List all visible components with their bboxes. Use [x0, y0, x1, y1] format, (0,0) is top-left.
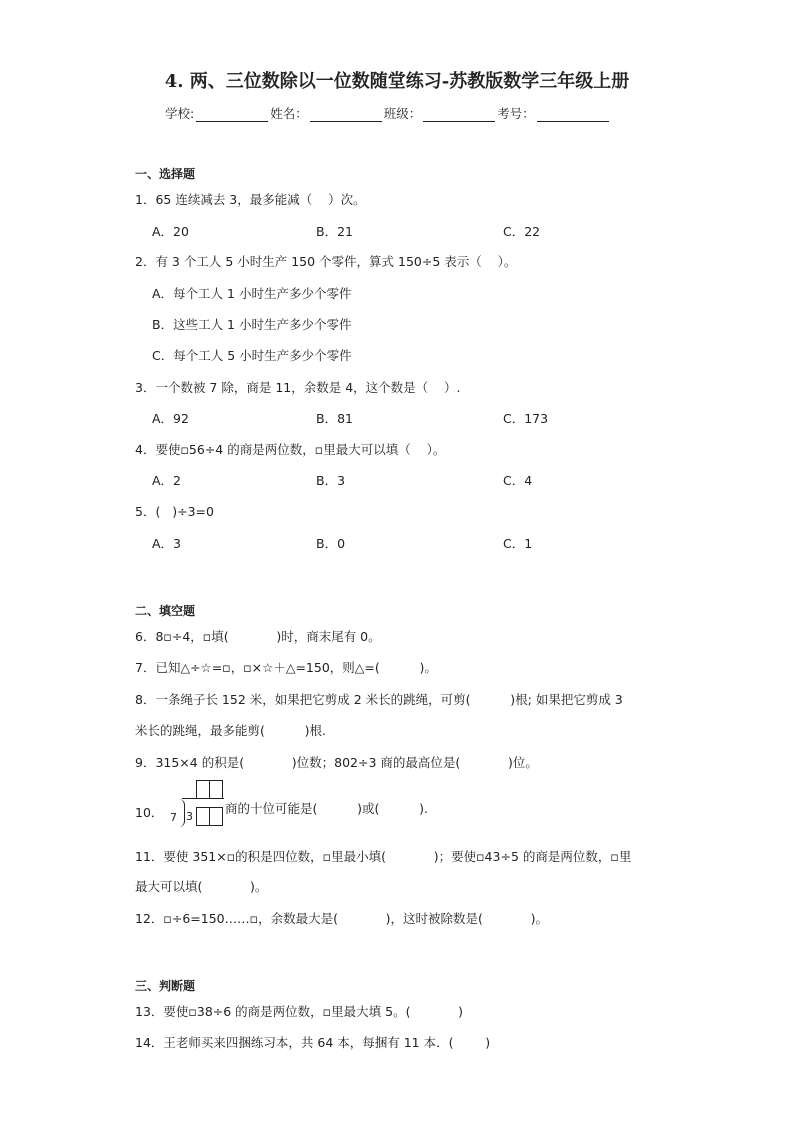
option-b[interactable]: B．这些工人 1 小时生产多少个零件 — [152, 317, 352, 332]
question-2: 2．有 3 个工人 5 小时生产 150 个零件，算式 150÷5 表示（ ）。 — [135, 254, 517, 269]
option-c[interactable]: C．22 — [503, 224, 541, 239]
divisor: 7 — [170, 811, 177, 824]
division-bracket — [179, 799, 185, 827]
option-b[interactable]: B．81 — [316, 411, 353, 426]
question-7: 7．已知△÷☆=▫，▫×☆＋△=150，则△=( )。 — [135, 660, 437, 675]
question-10: 商的十位可能是( )或( ). — [225, 801, 428, 816]
section-heading: 三、判断题 — [135, 979, 196, 993]
class-field[interactable] — [423, 109, 495, 122]
school-label: 学校: — [165, 106, 195, 121]
option-c[interactable]: C．173 — [503, 411, 549, 426]
question-11-continued: 最大可以填( )。 — [135, 879, 268, 894]
number-label: 考号： — [497, 106, 535, 121]
option-a[interactable]: A．92 — [152, 411, 189, 426]
division-bar — [182, 798, 224, 799]
dividend-box — [196, 807, 210, 826]
question-6: 6．8▫÷4，▫填( )时，商末尾有 0。 — [135, 629, 381, 644]
option-b[interactable]: B．21 — [316, 224, 353, 239]
option-a[interactable]: A．2 — [152, 473, 182, 488]
question-1: 1．65 连续减去 3，最多能减（ ）次。 — [135, 192, 366, 207]
number-field[interactable] — [537, 109, 609, 122]
student-info-header — [165, 104, 611, 122]
name-label: 姓名： — [270, 106, 308, 121]
question-8-continued: 米长的跳绳，最多能剪( )根. — [135, 723, 326, 738]
class-label: 班级： — [383, 106, 422, 121]
question-10-number: 10． — [135, 805, 164, 820]
section-heading: 一、选择题 — [135, 167, 196, 181]
option-c[interactable]: C．每个工人 5 小时生产多少个零件 — [152, 348, 352, 363]
dividend-box — [209, 807, 223, 826]
option-c[interactable]: C．4 — [503, 473, 533, 488]
dividend-digit: 3 — [186, 810, 193, 823]
question-8: 8．一条绳子长 152 米，如果把它剪成 2 米长的跳绳，可剪( )根; 如果把它剪成 3 — [135, 692, 623, 707]
long-division-diagram — [168, 780, 224, 830]
quotient-box — [209, 780, 223, 799]
question-11: 11．要使 351×▫的积是四位数，▫里最小填( )；要使▫43÷5 的商是两位数，▫里 — [135, 849, 632, 864]
option-c[interactable]: C．1 — [503, 536, 533, 551]
question-12: 12．▫÷6=150……▫，余数最大是( )，这时被除数是( )。 — [135, 911, 548, 926]
question-4: 4．要使▫56÷4 的商是两位数，▫里最大可以填（ ）。 — [135, 442, 446, 457]
question-13: 13．要使▫38÷6 的商是两位数，▫里最大填 5。( ) — [135, 1004, 464, 1019]
section-heading: 二、填空题 — [135, 604, 196, 618]
option-a[interactable]: A．每个工人 1 小时生产多少个零件 — [152, 286, 352, 301]
option-b[interactable]: B．0 — [316, 536, 346, 551]
question-9: 9．315×4 的积是( )位数；802÷3 商的最高位是( )位。 — [135, 755, 538, 770]
option-a[interactable]: A．3 — [152, 536, 182, 551]
name-field[interactable] — [310, 109, 382, 122]
question-3: 3．一个数被 7 除，商是 11，余数是 4，这个数是（ ）. — [135, 380, 461, 395]
question-14: 14．王老师买来四捆练习本，共 64 本，每捆有 11 本．( ) — [135, 1035, 491, 1050]
option-a[interactable]: A．20 — [152, 224, 189, 239]
page-title: 4. 两、三位数除以一位数随堂练习-苏教版数学三年级上册 — [164, 71, 630, 92]
option-b[interactable]: B．3 — [316, 473, 346, 488]
school-field[interactable] — [196, 109, 268, 122]
quotient-box — [196, 780, 210, 799]
question-5: 5．( )÷3=0 — [135, 504, 214, 519]
